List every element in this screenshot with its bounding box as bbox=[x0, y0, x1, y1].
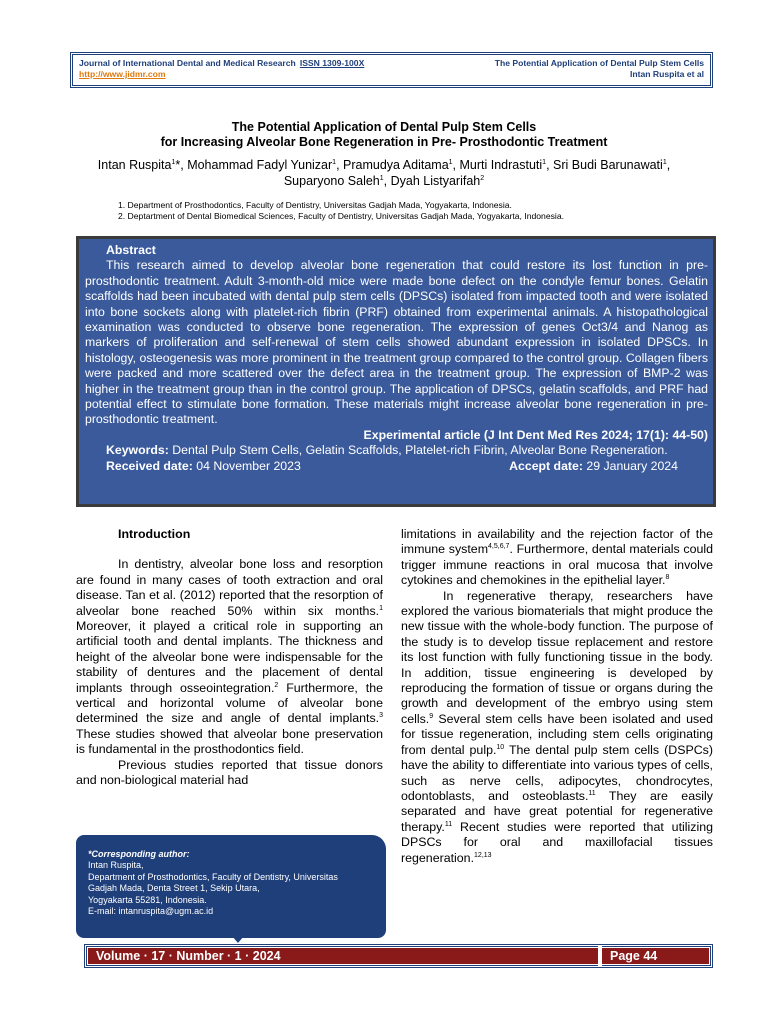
corresponding-author-box bbox=[76, 835, 386, 938]
affiliation-2: 2. Deptartment of Dental Biomedical Sciences, Faculty of Dentistry, Universitas Gadjah Mada, Yogyakarta, Indonesia. bbox=[118, 211, 564, 221]
issn-link[interactable]: ISSN 1309-100X bbox=[299, 58, 365, 68]
author-separator: , bbox=[383, 174, 391, 188]
author-affiliation-mark: 1 bbox=[171, 158, 176, 166]
keywords-text: Dental Pulp Stem Cells, Gelatin Scaffolds, Platelet-rich Fibrin, Alveolar Bone Regeneration. bbox=[172, 443, 668, 458]
journal-header bbox=[70, 52, 713, 88]
author-name: Suparyono Saleh bbox=[283, 174, 380, 188]
accept-date bbox=[509, 459, 678, 474]
author-name: Intan Ruspita bbox=[97, 158, 172, 172]
abstract-box bbox=[79, 239, 713, 504]
journal-url-link[interactable]: http://www.jidmr.com bbox=[79, 69, 166, 79]
paragraph-text: They are easily separated and have great potential for regenerative therapy. bbox=[401, 788, 713, 834]
paragraph-text: limitations in availability and the rejection factor of the immune system bbox=[401, 527, 713, 557]
footer-volume: Volume · 17 · Number · 1 · 2024 bbox=[96, 949, 281, 963]
paragraph-text: In dentistry, alveolar bone loss and resorption are found in many cases of tooth extraction and oral disease. Tan et al. (2012) reported that the resorption of alveolar bone reached 50% within six months. bbox=[76, 557, 383, 618]
citation-ref[interactable]: 4,5,6,7 bbox=[488, 543, 510, 551]
citation-ref[interactable]: 11 bbox=[444, 820, 453, 828]
citation-ref[interactable]: 2 bbox=[274, 681, 279, 689]
journal-title: Journal of International Dental and Medical Research bbox=[79, 58, 296, 68]
running-title: The Potential Application of Dental Pulp Stem Cells bbox=[494, 58, 704, 68]
author-separator: , bbox=[666, 158, 671, 172]
abstract-heading: Abstract bbox=[106, 243, 156, 257]
corresponding-email[interactable]: E-mail: intanruspita@ugm.ac.id bbox=[88, 906, 214, 917]
intro-paragraph-3 bbox=[401, 589, 713, 866]
dates-row bbox=[85, 459, 708, 474]
author-separator: , bbox=[452, 158, 460, 172]
author-separator: , bbox=[546, 158, 554, 172]
citation-ref[interactable]: 9 bbox=[429, 712, 434, 720]
paragraph-text: In regenerative therapy, researchers have explored the various biomaterials that might produce the new tissue with the whole-body function. The purpose of the study is to develop tissue replacement and restore its lost function with fully functioning tissue in the body. In addition, tissue engineering is developed by reproducing the formation of tissue or organs during the growth and development of the embryo using stem cells. bbox=[401, 588, 713, 726]
accept-value: 29 January 2024 bbox=[586, 458, 678, 473]
author-name: Sri Budi Barunawati bbox=[553, 158, 663, 172]
citation-ref[interactable]: 3 bbox=[379, 712, 383, 720]
author-separator: , bbox=[336, 158, 344, 172]
corresponding-address-2: Gadjah Mada, Denta Street 1, Sekip Utara, bbox=[88, 883, 260, 894]
keywords-label: Keywords: bbox=[106, 443, 169, 458]
author-affiliation-mark: 1 bbox=[542, 158, 547, 166]
abstract-frame bbox=[76, 236, 716, 507]
title-line-1: The Potential Application of Dental Pulp Stem Cells bbox=[231, 120, 537, 134]
corresponding-name: Intan Ruspita, bbox=[88, 860, 144, 871]
callout-pointer bbox=[232, 936, 244, 943]
corresponding-address-3: Yogyakarta 55281, Indonesia. bbox=[88, 894, 207, 905]
paper-title bbox=[0, 120, 768, 150]
citation-ref[interactable]: 11 bbox=[588, 789, 596, 797]
affiliations bbox=[118, 200, 718, 222]
author-name: Dyah Listyarifah bbox=[390, 174, 481, 188]
abstract-text: This research aimed to develop alveolar bone regeneration that could restore its lost function in pre-prosthodontic treatment. Adult 3-month-old mice were made bone defect on the condyle femur bones. Gelatin scaffolds had been incubated with dental pulp stem cells (DPSCs) isolated from impacted tooth and were isolated into bone sockets along with platelet-rich fibrin (PRF) obtained from experimental animals. A histopathological examination was conducted to observe bone regeneration. The expression of genes Oct3/4 and Nanog as markers of proliferation and self-renewal of stem cells showed abundant expression in isolated DPSCs. In histology, osteogenesis was more prominent in the treatment group compared to the control group. Collagen fibers were packed and more scattered over the defect area in the treatment group. The expression of BMP-2 was higher in the treatment group than in the control group. The application of DPSCs, gelatin scaffolds, and PRF had potential effect to stimulate bone formation. These materials might increase alveolar bone regeneration in pre-prosthodontic treatment. bbox=[85, 258, 708, 427]
corresponding-title: *Corresponding author: bbox=[88, 849, 190, 859]
author-list bbox=[96, 157, 672, 189]
paragraph-text: These studies showed that alveolar bone preservation is fundamental in the prosthodontics field. bbox=[76, 726, 383, 757]
left-column bbox=[76, 527, 383, 789]
author-separator: *, bbox=[175, 158, 188, 172]
author-affiliation-mark: 1 bbox=[662, 158, 667, 166]
title-line-2: for Increasing Alveolar Bone Regeneration in Pre- Prosthodontic Treatment bbox=[160, 135, 608, 149]
paragraph-text: Several stem cells have been isolated and used for tissue regeneration, including stem cells originating from dental pulp. bbox=[401, 711, 713, 757]
received-value: 04 November 2023 bbox=[196, 458, 301, 473]
citation-ref[interactable]: 8 bbox=[665, 574, 670, 582]
author-name: Pramudya Aditama bbox=[343, 158, 449, 172]
intro-paragraph-2: Previous studies reported that tissue donors and non-biological material had bbox=[76, 757, 383, 788]
citation-ref[interactable]: 12,13 bbox=[474, 851, 492, 859]
citation-ref[interactable]: 1 bbox=[379, 604, 383, 612]
intro-paragraph-1 bbox=[76, 557, 383, 757]
received-date bbox=[106, 459, 301, 474]
paragraph-text: Furthermore, the vertical and horizontal volume of alveolar bone determined the size and angle of dental implants. bbox=[76, 680, 383, 726]
page-number: Page 44 bbox=[610, 949, 658, 963]
author-affiliation-mark: 2 bbox=[480, 174, 485, 182]
corresponding-address-1: Department of Prosthodontics, Faculty of Dentistry, Universitas bbox=[88, 871, 338, 882]
author-affiliation-mark: 1 bbox=[332, 158, 337, 166]
citation-ref[interactable]: 10 bbox=[496, 743, 505, 751]
paragraph-text: Recent studies were reported that utilizing DPSCs for oral and maxillofacial tissues regeneration. bbox=[401, 819, 713, 865]
author-affiliation-mark: 1 bbox=[379, 174, 384, 182]
keywords bbox=[85, 443, 708, 458]
affiliation-1: 1. Department of Prosthodontics, Faculty of Dentistry, Universitas Gadjah Mada, Yogyakarta, Indonesia. bbox=[118, 200, 512, 210]
author-affiliation-mark: 1 bbox=[448, 158, 453, 166]
footer-page-box bbox=[602, 948, 708, 964]
running-author: Intan Ruspita et al bbox=[629, 69, 704, 79]
author-name: Mohammad Fadyl Yunizar bbox=[187, 158, 333, 172]
journal-name bbox=[79, 58, 364, 69]
introduction-heading: Introduction bbox=[118, 527, 191, 541]
author-name: Murti Indrastuti bbox=[459, 158, 543, 172]
intro-paragraph-2-cont bbox=[401, 527, 713, 589]
right-column bbox=[401, 527, 713, 866]
article-citation: Experimental article (J Int Dent Med Res 2024; 17(1): 44-50) bbox=[363, 427, 708, 442]
received-label: Received date: bbox=[106, 458, 193, 473]
accept-label: Accept date: bbox=[509, 458, 583, 473]
paragraph-text: Moreover, it played a critical role in supporting an artificial tooth and dental implants. The thickness and height of the alveolar bone were indispensable for the stability of dentures and the placement of dental implants through osseointegration. bbox=[76, 619, 383, 695]
paragraph-text: The dental pulp stem cells (DSPCs) have the ability to differentiate into various types of cells, such as nerve cells, adipocytes, chondrocytes, odontoblasts, and osteoblasts. bbox=[401, 742, 713, 803]
paragraph-text: . Furthermore, dental materials could trigger immune reactions in oral mucosa that involve cytokines and chemokines in the epithelial layer. bbox=[401, 542, 713, 588]
